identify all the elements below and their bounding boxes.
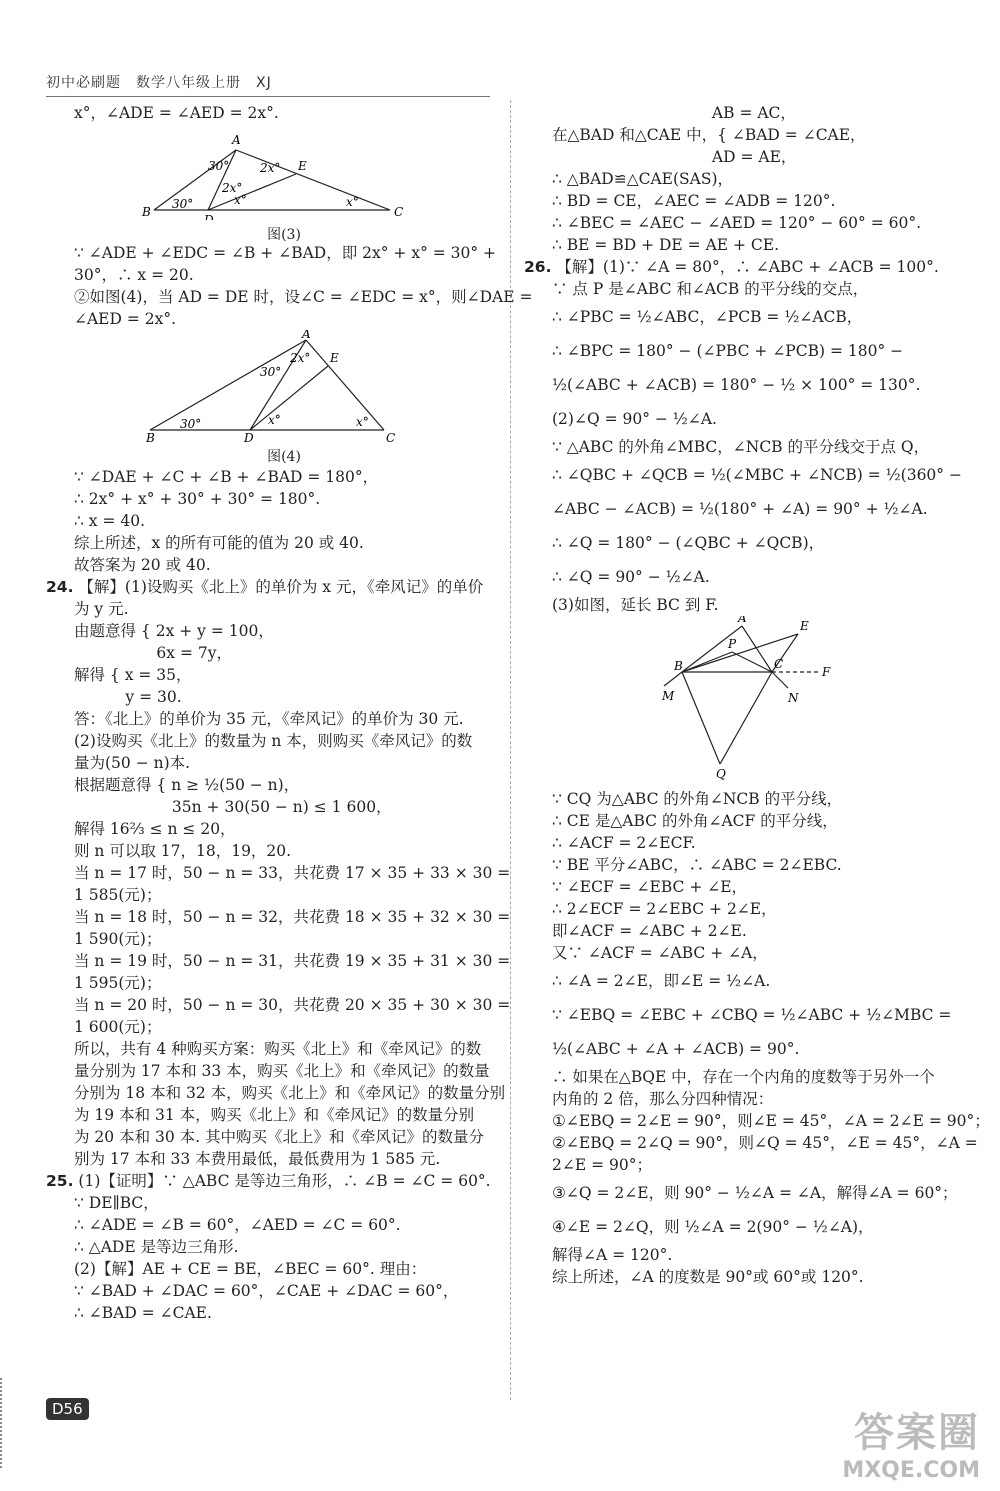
fig4-label-e: E: [330, 351, 339, 365]
text-line: ∵ BE 平分∠ABC，∴ ∠ABC = 2∠EBC.: [552, 856, 842, 874]
text-line: 当 n = 20 时，50 − n = 30，共花费 20 × 35 + 30 × 30 =: [74, 996, 511, 1014]
watermark: [842, 1401, 980, 1483]
text-line: ∴ BE = BD + DE = AE + CE.: [552, 236, 780, 254]
text-line: 当 n = 18 时，50 − n = 32，共花费 18 × 35 + 32 × 30 =: [74, 908, 511, 926]
header-rule: [46, 96, 490, 97]
figure-3-diagram: [74, 124, 494, 220]
equation-system-line: 在△BAD 和△CAE 中，{ ∠BAD = ∠CAE，: [552, 126, 866, 144]
equation-system-line: AD = AE，: [552, 148, 797, 166]
fig3-angle-edc: x°: [234, 193, 247, 207]
text-line: ½(∠ABC + ∠ACB) = 180° − ½ × 100° = 130°.: [552, 376, 921, 394]
text-line: x°，∠ADE = ∠AED = 2x°.: [74, 104, 279, 122]
text-line: ∵ ∠DAE + ∠C + ∠B + ∠BAD = 180°，: [74, 468, 379, 486]
watermark-url: MXQE.COM: [842, 1458, 980, 1483]
text-line: ∵ △ABC 的外角∠MBC，∠NCB 的平分线交于点 Q，: [552, 438, 930, 456]
text-line: ①∠EBQ = 2∠E = 90°，则∠E = 45°，∠A = 2∠E = 90°；: [552, 1112, 990, 1130]
equation-system-line: y = 30.: [74, 688, 182, 706]
text-line: ∴ 2x° + x° + 30° + 30° = 180°.: [74, 490, 321, 508]
text-line: (2)【解】AE + CE = BE，∠BEC = 60°. 理由：: [74, 1260, 427, 1278]
equation-system-line: 6x = 7y，: [74, 644, 232, 662]
question-25-line: [46, 1170, 494, 1192]
text-line: ∴ △ADE 是等边三角形.: [74, 1238, 239, 1256]
question-text: (1)【证明】∵ △ABC 是等边三角形，∴ ∠B = ∠C = 60°.: [78, 1172, 491, 1190]
text-line: ∵ ∠EBQ = ∠EBC + ∠CBQ = ½∠ABC + ½∠MBC =: [552, 1006, 952, 1024]
equation-system-line: 由题意得 { 2x + y = 100，: [74, 622, 274, 640]
text-line: 当 n = 19 时，50 − n = 31，共花费 19 × 35 + 31 × 30 =: [74, 952, 511, 970]
fig4-label-b: B: [146, 431, 155, 442]
equation-system-line: AB = AC，: [552, 104, 796, 122]
text-line: 30°，∴ x = 20.: [74, 266, 194, 284]
text-line: ∴ ∠Q = 180° − (∠QBC + ∠QCB)，: [552, 534, 825, 552]
fig3-label-c: C: [394, 205, 404, 219]
figure-5-diagram: [552, 616, 972, 782]
fig3-angle-c: x°: [346, 195, 359, 209]
text-line: (2)∠Q = 90° − ½∠A.: [552, 410, 717, 428]
fig4-angle-bad: 30°: [260, 365, 282, 379]
figure-4-caption: 图(4): [267, 449, 301, 465]
fig5-label-f: F: [822, 665, 831, 679]
question-number: 25.: [46, 1172, 74, 1190]
text-line: ④∠E = 2∠Q，则 ½∠A = 2(90° − ½∠A)，: [552, 1218, 874, 1236]
fig5-label-e: E: [800, 619, 809, 633]
text-line: 答：《北上》的单价为 35 元，《牵风记》的单价为 30 元.: [74, 710, 464, 728]
text-line: ∴ △BAD≌△CAE(SAS)，: [552, 170, 734, 188]
text-line: 2∠E = 90°；: [552, 1156, 652, 1174]
text-line: ③∠Q = 2∠E，则 90° − ½∠A = ∠A，解得∠A = 60°；: [552, 1184, 958, 1202]
fig5-label-q: Q: [716, 767, 726, 781]
text-line: ∵ 点 P 是∠ABC 和∠ACB 的平分线的交点，: [552, 280, 869, 298]
page-edge-marker: [0, 1378, 42, 1468]
text-line: 又∵ ∠ACF = ∠ABC + ∠A，: [552, 944, 768, 962]
question-number: 26.: [524, 258, 552, 276]
text-line: ∠AED = 2x°.: [74, 310, 177, 328]
text-line: 为 19 本和 31 本，购买《北上》和《牵风记》的数量分别: [74, 1106, 475, 1124]
fig3-label-b: B: [142, 205, 151, 219]
text-line: 为 20 本和 30 本. 其中购买《北上》和《牵风记》的数量分: [74, 1128, 485, 1146]
text-line: ∴ ∠A = 2∠E，即∠E = ½∠A.: [552, 972, 771, 990]
fig5-label-b: B: [674, 659, 683, 673]
fig3-angle-ade: 2x°: [222, 181, 243, 195]
fig3-label-e: E: [298, 159, 307, 173]
text-line: ∴ ∠BEC = ∠AEC − ∠AED = 120° − 60° = 60°.: [552, 214, 922, 232]
text-line: ∴ 2∠ECF = 2∠EBC + 2∠E，: [552, 900, 777, 918]
fig4-angle-edc: x°: [268, 413, 281, 427]
fig4-angle-c: x°: [356, 415, 369, 429]
text-line: 解得 16⅔ ≤ n ≤ 20，: [74, 820, 236, 838]
question-text: 【解】(1)∵ ∠A = 80°，∴ ∠ABC + ∠ACB = 100°.: [556, 258, 939, 276]
fig3-angle-bad: 30°: [208, 159, 230, 173]
text-line: ②如图(4)，当 AD = DE 时，设∠C = ∠EDC = x°，则∠DAE =: [74, 288, 533, 306]
text-line: 解得∠A = 120°.: [552, 1246, 673, 1264]
question-24-line: [46, 576, 494, 598]
text-line: ∴ ∠ACF = 2∠ECF.: [552, 834, 696, 852]
fig5-label-n: N: [788, 691, 799, 705]
text-line: 综上所述，∠A 的度数是 90°或 60°或 120°.: [552, 1268, 864, 1286]
text-line: ∴ ∠Q = 90° − ½∠A.: [552, 568, 710, 586]
text-line: ∴ BD = CE，∠AEC = ∠ADB = 120°.: [552, 192, 836, 210]
text-line: 所以，共有 4 种购买方案：购买《北上》和《牵风记》的数: [74, 1040, 482, 1058]
text-line: 1 595(元)；: [74, 974, 162, 992]
text-line: (2)设购买《北上》的数量为 n 本，则购买《牵风记》的数: [74, 732, 473, 750]
text-line: ∴ ∠PBC = ½∠ABC，∠PCB = ½∠ACB，: [552, 308, 863, 326]
equation-system-line: 根据题意得 { n ≥ ½(50 − n)，: [74, 776, 300, 794]
text-line: ∴ x = 40.: [74, 512, 146, 530]
fig3-angle-aed: 2x°: [260, 161, 281, 175]
equation-system-line: 解得 { x = 35，: [74, 666, 192, 684]
text-line: ∴ 如果在△BQE 中，存在一个内角的度数等于另外一个: [552, 1068, 935, 1086]
right-column: [524, 102, 990, 1288]
text-line: 当 n = 17 时，50 − n = 33，共花费 17 × 35 + 33 × 30 =: [74, 864, 511, 882]
text-line: 则 n 可以取 17，18，19，20.: [74, 842, 292, 860]
text-line: 故答案为 20 或 40.: [74, 556, 211, 574]
text-line: 为 y 元.: [74, 600, 129, 618]
figure-3-caption: 图(3): [267, 227, 301, 243]
text-line: ∴ ∠ADE = ∠B = 60°，∠AED = ∠C = 60°.: [74, 1216, 401, 1234]
fig3-angle-b: 30°: [172, 197, 194, 211]
text-line: (3)如图，延长 BC 到 F.: [552, 596, 719, 614]
text-line: 别为 17 本和 33 本费用最低，最低费用为 1 585 元.: [74, 1150, 441, 1168]
figure-3: [74, 124, 494, 242]
text-line: ∵ DE∥BC，: [74, 1194, 159, 1212]
fig5-label-c: C: [774, 657, 784, 671]
fig5-label-p: P: [728, 637, 737, 651]
text-line: ∴ ∠BAD = ∠CAE.: [74, 1304, 212, 1322]
text-line: ∵ ∠BAD + ∠DAC = 60°，∠CAE + ∠DAC = 60°，: [74, 1282, 459, 1300]
figure-4: [74, 330, 494, 466]
fig3-label-d: D: [204, 213, 214, 220]
text-line: ∠ABC − ∠ACB) = ½(180° + ∠A) = 90° + ½∠A.: [552, 500, 928, 518]
text-line: 1 600(元)；: [74, 1018, 162, 1036]
figure-5: [552, 616, 972, 788]
question-text: 【解】(1)设购买《北上》的单价为 x 元，《牵风记》的单价: [78, 578, 484, 596]
fig3-label-a: A: [232, 133, 241, 147]
running-header: 初中必刷题 数学八年级上册 XJ: [46, 75, 272, 91]
fig4-label-c: C: [386, 431, 396, 442]
page-number: D56: [46, 1398, 89, 1420]
text-line: ∴ CE 是△ABC 的外角∠ACF 的平分线，: [552, 812, 838, 830]
fig4-label-d: D: [244, 431, 254, 442]
text-line: 内角的 2 倍，那么分四种情况：: [552, 1090, 774, 1108]
text-line: ②∠EBQ = 2∠Q = 90°，则∠Q = 45°，∠E = 45°，∠A =: [552, 1134, 978, 1152]
text-line: 1 585(元)；: [74, 886, 162, 904]
watermark-logo-text: 答案圈: [854, 1410, 980, 1456]
text-line: 即∠ACF = ∠ABC + 2∠E.: [552, 922, 747, 940]
text-line: 量为(50 − n)本.: [74, 754, 191, 772]
question-26-line: [524, 256, 972, 278]
text-line: ∴ ∠QBC + ∠QCB = ½(∠MBC + ∠NCB) = ½(360° −: [552, 466, 962, 484]
question-number: 24.: [46, 578, 74, 596]
left-column: [46, 102, 533, 1324]
equation-system-line: 35n + 30(50 − n) ≤ 1 600，: [74, 798, 392, 816]
figure-4-diagram: [74, 330, 494, 442]
text-line: 综上所述，x 的所有可能的值为 20 或 40.: [74, 534, 364, 552]
fig5-label-a: A: [738, 616, 747, 625]
text-line: 分别为 18 本和 32 本，购买《北上》和《牵风记》的数量分别: [74, 1084, 506, 1102]
fig4-angle-b: 30°: [180, 417, 202, 431]
text-line: ∴ ∠BPC = 180° − (∠PBC + ∠PCB) = 180° −: [552, 342, 904, 360]
text-line: 1 590(元)；: [74, 930, 162, 948]
fig4-label-a: A: [302, 330, 311, 341]
text-line: ∵ CQ 为△ABC 的外角∠NCB 的平分线，: [552, 790, 843, 808]
text-line: ∵ ∠ECF = ∠EBC + ∠E，: [552, 878, 748, 896]
fig4-angle-dae: 2x°: [290, 351, 311, 365]
text-line: 量分别为 17 本和 33 本，购买《北上》和《牵风记》的数量: [74, 1062, 490, 1080]
fig5-label-m: M: [662, 689, 675, 703]
text-line: ½(∠ABC + ∠A + ∠ACB) = 90°.: [552, 1040, 800, 1058]
text-line: ∵ ∠ADE + ∠EDC = ∠B + ∠BAD，即 2x° + x° = 30° +: [74, 244, 497, 262]
